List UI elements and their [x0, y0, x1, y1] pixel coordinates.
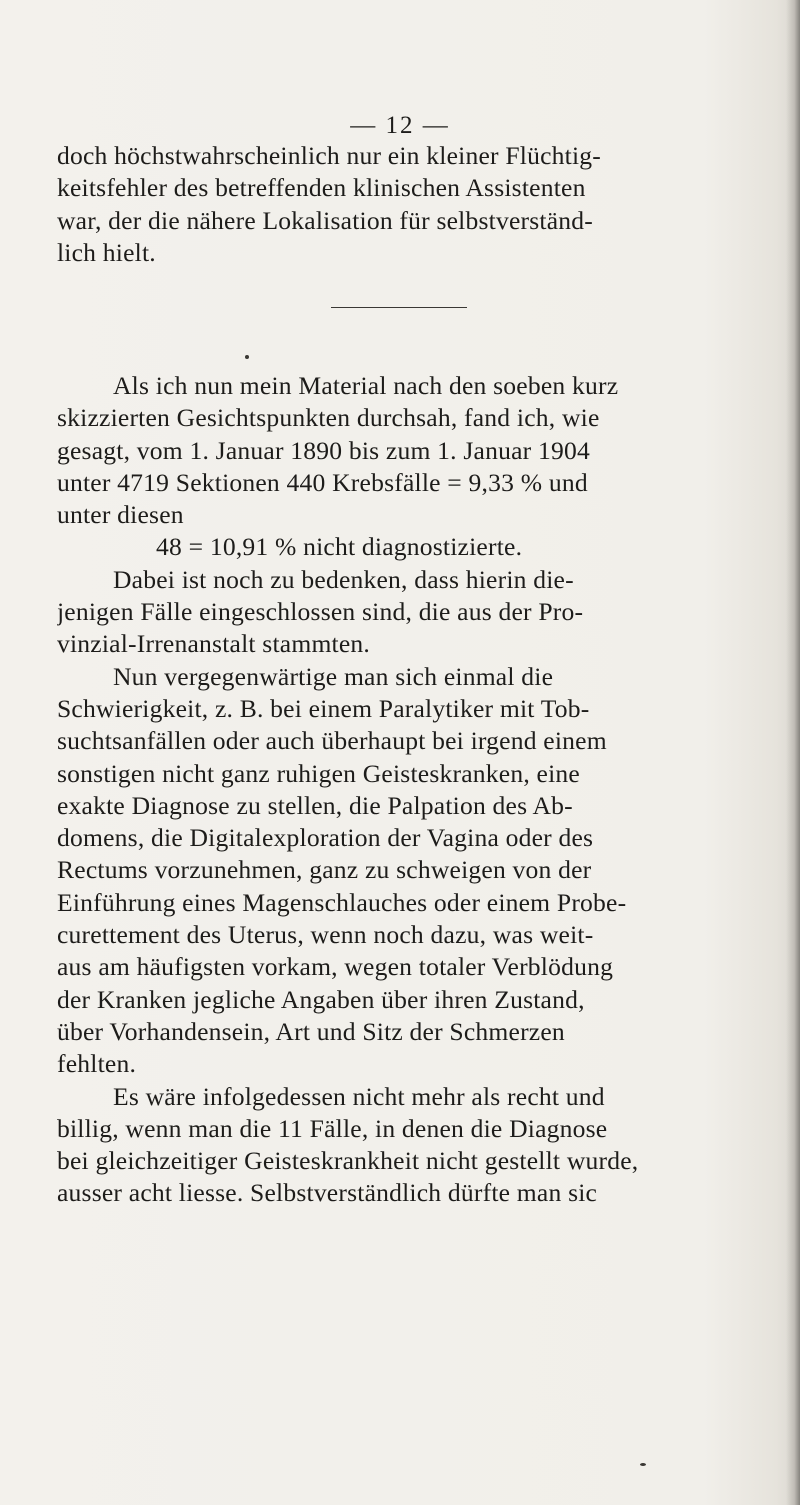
- text-line: aus am häufigsten vorkam, wegen totaler Verblödung: [57, 952, 614, 982]
- text-line: Schwierigkeit, z. B. bei einem Paralytiker mit Tob-: [57, 693, 590, 723]
- text-line: über Vorhandensein, Art und Sitz der Schmerzen: [57, 1016, 565, 1046]
- text-line: curettement des Uterus, wenn noch dazu, was weit-: [57, 920, 594, 950]
- text-line: der Kranken jegliche Angaben über ihren Zustand,: [57, 984, 585, 1014]
- text-line: Rectums vorzunehmen, ganz zu schweigen von der: [57, 855, 592, 885]
- text-line: sonstigen nicht ganz ruhigen Geisteskranken, eine: [57, 758, 580, 788]
- text-line: Nun vergegenwärtige man sich einmal die: [113, 661, 554, 691]
- text-line: skizzierten Gesichtspunkten durchsah, fand ich, wie: [57, 403, 600, 433]
- text-line: ausser acht liesse. Selbstverständlich dürfte man sic: [57, 1178, 598, 1208]
- text-line: gesagt, vom 1. Januar 1890 bis zum 1. Januar 1904: [57, 435, 590, 465]
- text-line: billig, wenn man die 11 Fälle, in denen die Diagnose: [57, 1113, 608, 1143]
- text-line: doch höchstwahrscheinlich nur ein kleiner Flüchtig-: [57, 141, 601, 170]
- text-line: Dabei ist noch zu bedenken, dass hierin die-: [113, 564, 574, 594]
- page-edge-shadow: [786, 0, 800, 1505]
- text-line: fehlten.: [57, 1049, 137, 1079]
- main-text: [57, 370, 757, 1210]
- text-line: war, der die nähere Lokalisation für selbstverständ-: [57, 205, 593, 235]
- text-line: bei gleichzeitiger Geisteskrankheit nicht gestellt wurde,: [57, 1146, 639, 1176]
- text-line: exakte Diagnose zu stellen, die Palpation des Ab-: [57, 790, 573, 820]
- text-line: lich hielt.: [57, 237, 156, 267]
- text-line: suchtsanfällen oder auch überhaupt bei irgend einem: [57, 726, 607, 756]
- ink-speck: [245, 355, 249, 359]
- text-line: Als ich nun mein Material nach den soeben kurz: [113, 371, 619, 400]
- text-line: jenigen Fälle eingeschlossen sind, die aus der Pro-: [57, 597, 584, 627]
- ink-speck: [640, 1463, 646, 1466]
- text-line: Es wäre infolgedessen nicht mehr als recht und: [113, 1081, 605, 1111]
- text-line: domens, die Digitalexploration der Vagina oder des: [57, 823, 594, 853]
- text-line: Einführung eines Magenschlauches oder einem Probe-: [57, 887, 627, 917]
- text-line: unter 4719 Sektionen 440 Krebsfälle = 9,33 % und: [57, 467, 588, 497]
- page-number: — 12 —: [350, 112, 450, 139]
- text-line: keitsfehler des betreffenden klinischen Assistenten: [57, 173, 586, 203]
- text-line: unter diesen: [57, 500, 184, 530]
- text-line: 48 = 10,91 % nicht diagnostizierte.: [156, 532, 523, 562]
- text-line: vinzial-Irrenanstalt stammten.: [57, 629, 371, 659]
- paragraph-continuation: [57, 140, 757, 269]
- section-separator-rule: [331, 307, 467, 308]
